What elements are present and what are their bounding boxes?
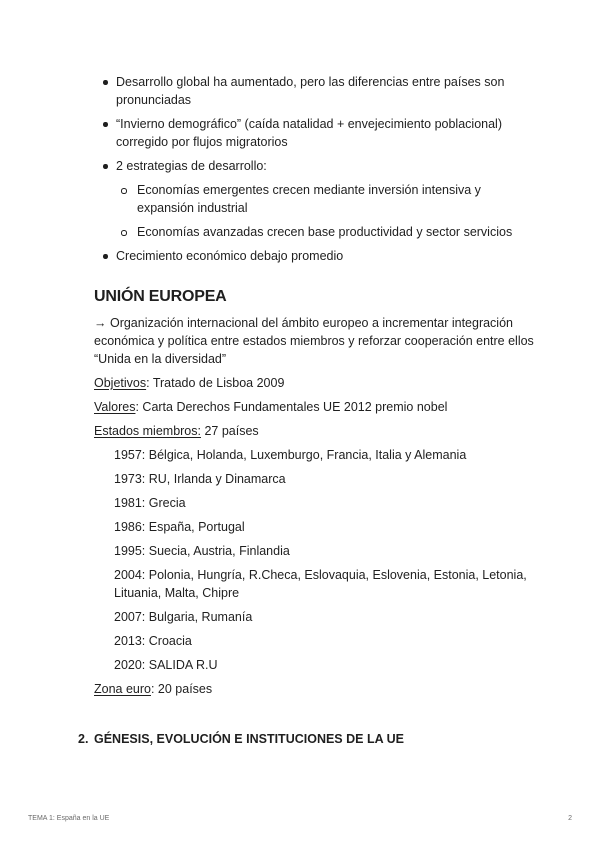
valores-label: Valores [94,400,136,414]
list-item-text: Desarrollo global ha aumentado, pero las diferencias entre países son pronunciadas [116,75,505,107]
list-item-text: “Invierno demográfico” (caída natalidad + envejecimiento poblacional) corregido por flujos migratorios [116,117,502,149]
sub-list-item [116,223,538,241]
list-item [98,247,538,265]
zona-euro-label: Zona euro [94,682,151,696]
estados-value: 27 países [200,424,259,438]
estados-label: Estados miembros: [94,424,201,438]
zona-euro-value: : 20 países [150,682,213,696]
page-number: 2 [568,815,572,822]
heading-title: GÉNESIS, EVOLUCIÓN E INSTITUCIONES DE LA UE [94,732,404,746]
year-line: 1986: España, Portugal [114,520,245,534]
year-line: 2004: Polonia, Hungría, R.Checa, Eslovaquia, Eslovenia, Estonia, Letonia, Lituania, Malta, Chipre [114,568,527,600]
footer-title: TEMA 1: España en la UE [28,815,110,822]
numbered-heading [78,730,404,748]
list-item [98,157,538,241]
objetivos-label: Objetivos [94,376,147,390]
year-line: 1973: RU, Irlanda y Dinamarca [114,472,286,486]
year-line: 2007: Bulgaria, Rumanía [114,610,253,624]
list-item [98,73,538,109]
bullet-list [98,73,538,271]
year-line: 1957: Bélgica, Holanda, Luxemburgo, Francia, Italia y Alemania [114,448,467,462]
sub-bullet-list [116,181,538,241]
objetivos-line [94,374,544,392]
valores-value: : Carta Derechos Fundamentales UE 2012 premio nobel [135,400,448,414]
sub-list-item-text: Economías emergentes crecen mediante inversión intensiva y expansión industrial [137,183,481,215]
eu-section [94,287,544,704]
list-item [98,115,538,151]
accession-years [94,446,544,674]
heading-number: 2. [78,732,89,746]
list-item-text: Crecimiento económico debajo promedio [116,249,344,263]
estados-line [94,422,544,440]
year-line: 1981: Grecia [114,496,186,510]
sub-list-item [116,181,538,217]
sub-list-item-text: Economías avanzadas crecen base productividad y sector servicios [137,225,513,239]
year-line: 2013: Croacia [114,634,192,648]
eu-intro: → Organización internacional del ámbito europeo a incrementar integración económica y política entre estados miembros y reforzar cooperación entre ellos “Unida en la diversidad” [94,316,534,366]
zona-euro-line [94,680,544,698]
objetivos-value: : Tratado de Lisboa 2009 [146,376,285,390]
section-heading: UNIÓN EUROPEA [94,288,227,305]
valores-line [94,398,544,416]
year-line: 2020: SALIDA R.U [114,658,218,672]
year-line: 1995: Suecia, Austria, Finlandia [114,544,290,558]
list-item-text: 2 estrategias de desarrollo: [116,159,267,173]
